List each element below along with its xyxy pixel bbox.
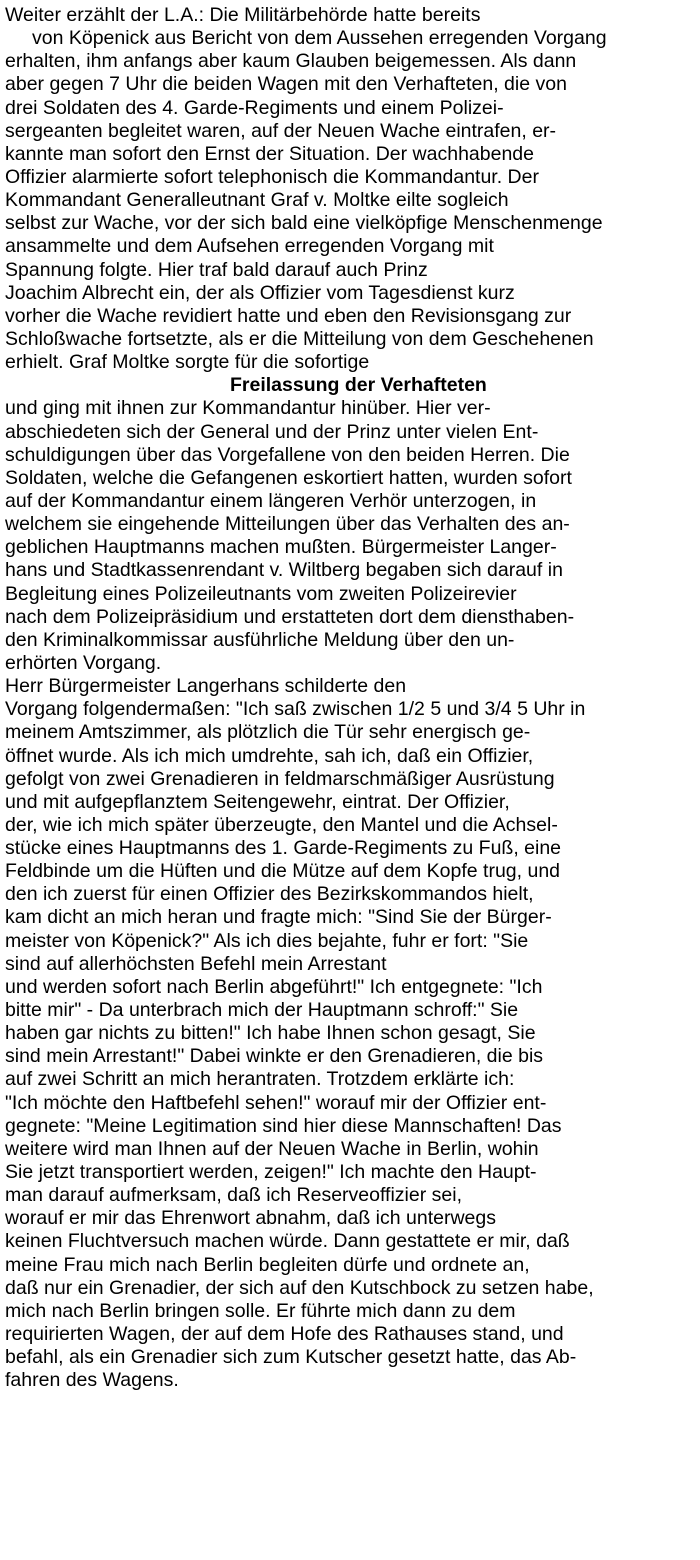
text-line: öffnet wurde. Als ich mich umdrehte, sah ich, daß ein Offizier, — [5, 744, 534, 767]
text-line: aber gegen 7 Uhr die beiden Wagen mit den Verhafteten, die von — [5, 73, 567, 96]
text-line: Soldaten, welche die Gefangenen eskortiert hatten, wurden sofort — [5, 466, 572, 489]
text-line: daß nur ein Grenadier, der sich auf den Kutschbock zu setzen habe, — [5, 1276, 594, 1299]
text-line: auf zwei Schritt an mich herantraten. Trotzdem erklärte ich: — [5, 1068, 515, 1091]
text-line: meine Frau mich nach Berlin begleiten dürfe und ordnete an, — [5, 1253, 530, 1276]
text-line: Herr Bürgermeister Langerhans schilderte den — [5, 675, 407, 698]
text-line: requirierten Wagen, der auf dem Hofe des Rathauses stand, und — [5, 1323, 564, 1346]
text-line: erhielt. Graf Moltke sorgte für die sofortige — [5, 351, 370, 374]
text-line: Joachim Albrecht ein, der als Offizier vom Tagesdienst kurz — [5, 281, 515, 304]
text-line: sind auf allerhöchsten Befehl mein Arrestant — [5, 952, 387, 975]
text-line: mich nach Berlin bringen solle. Er führte mich dann zu dem — [5, 1299, 516, 1322]
text-line: meinem Amtszimmer, als plötzlich die Tür sehr energisch ge- — [5, 721, 531, 744]
text-line: Kommandant Generalleutnant Graf v. Moltke eilte sogleich — [5, 189, 509, 212]
text-line: von Köpenick aus Bericht von dem Aussehen erregenden Vorgang — [32, 27, 607, 50]
text-line: gegnete: "Meine Legitimation sind hier diese Mannschaften! Das — [5, 1114, 562, 1137]
text-line: Begleitung eines Polizeileutnants vom zweiten Polizeirevier — [5, 582, 517, 605]
text-line: und werden sofort nach Berlin abgeführt!" Ich entgegnete: "Ich — [5, 975, 543, 998]
text-line: meister von Köpenick?" Als ich dies bejahte, fuhr er fort: "Sie — [5, 929, 529, 952]
text-line: gefolgt von zwei Grenadieren in feldmarschmäßiger Ausrüstung — [5, 767, 555, 790]
text-line: und mit aufgepflanztem Seitengewehr, eintrat. Der Offizier, — [5, 790, 510, 813]
text-line: fahren des Wagens. — [5, 1369, 179, 1392]
paragraph-2 — [5, 397, 696, 675]
text-line: sind mein Arrestant!" Dabei winkte er den Grenadieren, die bis — [5, 1045, 544, 1068]
text-line: Weiter erzählt der L.A.: Die Militärbehörde hatte bereits — [5, 4, 481, 26]
text-line: der, wie ich mich später überzeugte, den Mantel und die Achsel- — [5, 813, 558, 836]
text-line: Offizier alarmierte sofort telephonisch die Kommandantur. Der — [5, 165, 539, 188]
text-line: vorher die Wache revidiert hatte und eben den Revisionsgang zur — [5, 304, 572, 327]
text-line: den Kriminalkommissar ausführliche Meldung über den un- — [5, 628, 515, 651]
text-line: ansammelte und dem Aufsehen erregenden Vorgang mit — [5, 235, 494, 258]
text-line: Sie jetzt transportiert werden, zeigen!" Ich machte den Haupt- — [5, 1161, 537, 1184]
text-line: keinen Fluchtversuch machen würde. Dann gestattete er mir, daß — [5, 1230, 570, 1253]
text-line: abschiedeten sich der General und der Prinz unter vielen Ent- — [5, 420, 539, 443]
text-line: worauf er mir das Ehrenwort abnahm, daß ich unterwegs — [5, 1207, 496, 1230]
text-line: erhalten, ihm anfangs aber kaum Glauben beigemessen. Als dann — [5, 50, 577, 73]
text-line: sergeanten begleitet waren, auf der Neuen Wache eintrafen, er- — [5, 119, 557, 142]
paragraph-3 — [5, 675, 696, 1392]
text-line: Vorgang folgendermaßen: "Ich saß zwischen 1/2 5 und 3/4 5 Uhr in — [5, 698, 586, 721]
text-line: bitte mir" - Da unterbrach mich der Hauptmann schroff:" Sie — [5, 999, 519, 1022]
text-line: den ich zuerst für einen Offizier des Bezirkskommandos hielt, — [5, 883, 534, 906]
text-line: erhörten Vorgang. — [5, 651, 162, 674]
text-line: Schloßwache fortsetzte, als er die Mitteilung von dem Geschehenen — [5, 327, 594, 350]
text-line: Feldbinde um die Hüften und die Mütze auf dem Kopfe trug, und — [5, 860, 561, 883]
text-line: man darauf aufmerksam, daß ich Reserveoffizier sei, — [5, 1184, 462, 1207]
text-line: kam dicht an mich heran und fragte mich: "Sind Sie der Bürger- — [5, 906, 552, 929]
text-line: welchem sie eingehende Mitteilungen über das Verhalten des an- — [5, 513, 570, 536]
text-line: und ging mit ihnen zur Kommandantur hinüber. Hier ver- — [5, 397, 491, 420]
text-line: schuldigungen über das Vorgefallene von den beiden Herren. Die — [5, 443, 570, 466]
text-line: drei Soldaten des 4. Garde-Regiments und einem Polizei- — [5, 96, 504, 119]
text-line: weitere wird man Ihnen auf der Neuen Wache in Berlin, wohin — [5, 1137, 539, 1160]
text-line: haben gar nichts zu bitten!" Ich habe Ihnen schon gesagt, Sie — [5, 1022, 536, 1045]
text-line: auf der Kommandantur einem längeren Verhör unterzogen, in — [5, 489, 537, 512]
text-line: kannte man sofort den Ernst der Situation. Der wachhabende — [5, 142, 534, 165]
text-line: hans und Stadtkassenrendant v. Wiltberg begaben sich darauf in — [5, 559, 563, 582]
text-line: nach dem Polizeipräsidium und erstatteten dort dem diensthaben- — [5, 605, 575, 628]
text-line: befahl, als ein Grenadier sich zum Kutscher gesetzt hatte, das Ab- — [5, 1346, 577, 1369]
text-line: geblichen Hauptmanns machen mußten. Bürgermeister Langer- — [5, 536, 557, 559]
text-line: "Ich möchte den Haftbefehl sehen!" worauf mir der Offizier ent- — [5, 1091, 547, 1114]
text-line: stücke eines Hauptmanns des 1. Garde-Regiments zu Fuß, eine — [5, 837, 562, 860]
text-line: selbst zur Wache, vor der sich bald eine vielköpfige Menschenmenge — [5, 212, 603, 235]
text-line: Spannung folgte. Hier traf bald darauf auch Prinz — [5, 258, 428, 281]
paragraph-1 — [5, 4, 696, 374]
section-heading: Freilassung der Verhafteten — [230, 374, 487, 397]
